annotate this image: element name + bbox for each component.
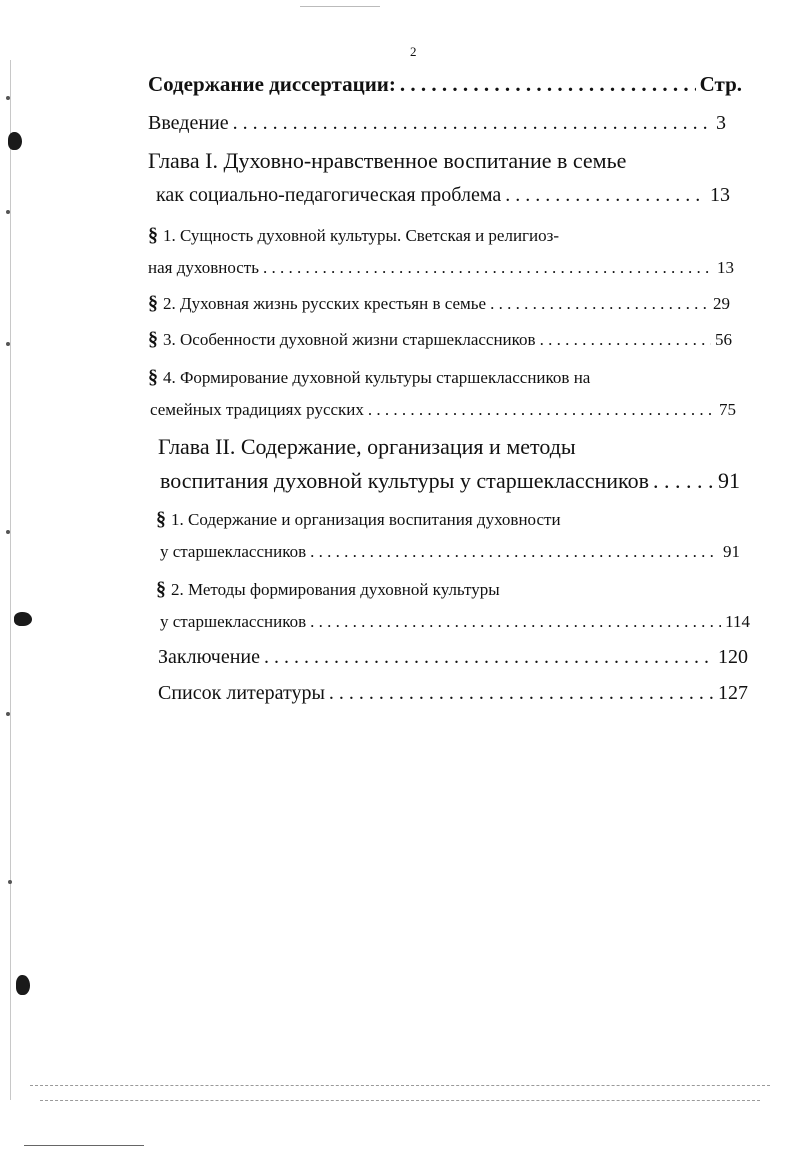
toc-section-1-4-line1: [148, 366, 590, 389]
toc-section-title-line2: семейных традициях русских: [150, 400, 364, 419]
dot-leader: [263, 258, 713, 278]
dot-leader: [653, 468, 714, 494]
toc-section-title: 2. Методы формирования духовной культуры: [171, 580, 500, 599]
toc-section-title: 3. Особенности духовной жизни старшеклассников: [163, 330, 536, 349]
dot-leader: [310, 542, 719, 562]
toc-section-title: 1. Сущность духовной культуры. Светская и религиоз-: [163, 226, 559, 245]
dot-leader: [329, 682, 714, 705]
toc-section-1-3: [148, 328, 732, 351]
toc-section-1-1-line1: [148, 224, 559, 247]
toc-entry-introduction: [148, 112, 726, 135]
scan-artifact-speck: [6, 712, 10, 716]
toc-section-2-2: [160, 612, 750, 632]
toc-entry-page: 3: [716, 112, 726, 134]
scan-artifact-speck: [6, 342, 10, 346]
scan-artifact-bottom-rule: [24, 1145, 144, 1146]
toc-heading: [148, 72, 742, 97]
toc-entry-references: [158, 682, 748, 705]
toc-section-page: 29: [713, 294, 730, 313]
scan-artifact-noise: [30, 1085, 770, 1086]
toc-section-1-4: [150, 400, 736, 420]
toc-chapter-1-page: 13: [710, 184, 730, 206]
toc-section-page: 114: [725, 612, 750, 631]
scan-artifact-speck: [6, 530, 10, 534]
toc-chapter-2-title-line1: Глава II. Содержание, организация и методы: [158, 434, 576, 459]
toc-entry-title: Список литературы: [158, 682, 325, 704]
scan-artifact-speck: [6, 96, 10, 100]
toc-section-page: 91: [723, 542, 740, 561]
dot-leader: [233, 112, 712, 135]
toc-section-title: 2. Духовная жизнь русских крестьян в семье: [163, 294, 487, 313]
scan-artifact-blot: [16, 975, 30, 995]
page-number: 2: [410, 44, 417, 59]
dot-leader: [490, 294, 709, 314]
toc-chapter-1: [156, 184, 730, 207]
scan-artifact-speck: [6, 210, 10, 214]
section-sign: §: [148, 292, 158, 314]
dot-leader: [368, 400, 715, 420]
dot-leader: [400, 72, 696, 97]
scan-artifact-blot: [14, 612, 32, 626]
dot-leader: [540, 330, 711, 350]
dot-leader: [264, 646, 714, 669]
toc-chapter-1-title-line1: Глава I. Духовно-нравственное воспитание в семье: [148, 148, 627, 173]
toc-section-title: 4. Формирование духовной культуры старшеклассников на: [163, 368, 591, 387]
toc-chapter-2-page: 91: [718, 468, 740, 493]
toc-chapter-2: [160, 468, 740, 494]
toc-section-2-1: [160, 542, 740, 562]
dot-leader: [310, 612, 721, 632]
toc-entry-page: 120: [718, 646, 748, 668]
scan-artifact-speck: [8, 880, 12, 884]
toc-heading-title: Содержание диссертации:: [148, 72, 396, 96]
scan-artifact-left-edge: [10, 60, 11, 1100]
section-sign: §: [156, 578, 166, 600]
toc-section-1-1: [148, 258, 734, 278]
toc-chapter-2-title-line2: воспитания духовной культуры у старшеклассников: [160, 468, 649, 493]
toc-section-title-line2: у старшеклассников: [160, 612, 307, 631]
dot-leader: [505, 184, 706, 207]
scan-artifact-top-rule: [300, 6, 380, 7]
toc-section-title-line2: у старшеклассников: [160, 542, 307, 561]
scan-artifact-blot: [8, 132, 22, 150]
toc-section-title-line2: ная духовность: [148, 258, 259, 277]
toc-chapter-1-title-line2: как социально-педагогическая проблема: [156, 184, 502, 206]
section-sign: §: [148, 366, 158, 388]
toc-section-page: 75: [719, 400, 736, 419]
toc-section-2-1-line1: [156, 508, 561, 531]
toc-heading-page-label: Стр.: [699, 72, 742, 96]
section-sign: §: [148, 224, 158, 246]
toc-section-title: 1. Содержание и организация воспитания духовности: [171, 510, 561, 529]
toc-section-page: 56: [715, 330, 732, 349]
toc-entry-page: 127: [718, 682, 748, 704]
toc-entry-conclusion: [158, 646, 748, 669]
scan-artifact-noise: [40, 1100, 760, 1101]
toc-section-2-2-line1: [156, 578, 500, 601]
section-sign: §: [156, 508, 166, 530]
section-sign: §: [148, 328, 158, 350]
toc-entry-title: Введение: [148, 112, 229, 134]
toc-entry-title: Заключение: [158, 646, 260, 668]
toc-section-page: 13: [717, 258, 734, 277]
toc-section-1-2: [148, 292, 730, 315]
